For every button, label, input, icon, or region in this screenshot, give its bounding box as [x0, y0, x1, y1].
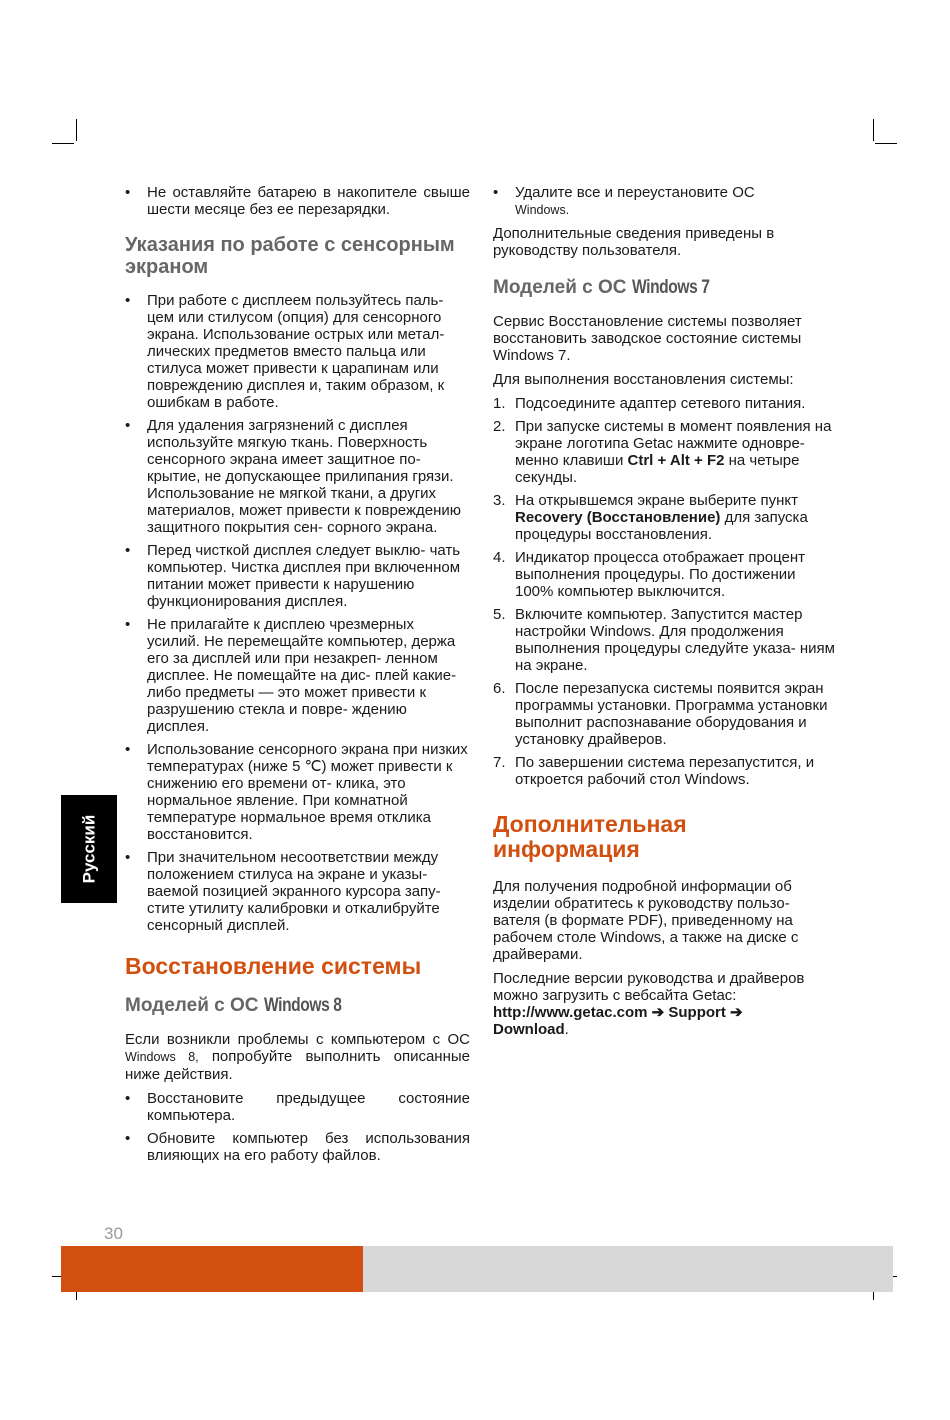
step-number: 6. — [493, 680, 506, 697]
list-item: • Обновите компьютер без использования влияющих на его работу файлов. — [125, 1130, 470, 1164]
step-text: На открывшемся экране выберите пункт — [515, 492, 799, 509]
list-item: • Использование сенсорного экрана при низких температурах (ниже 5 ℃) может привести к снижению его времени от- клика, это нормальное явление. При комнатной температуре нормальное время отклика восстановится. — [125, 741, 470, 843]
arrow-icon: ➔ — [730, 1004, 743, 1021]
key-combo: Ctrl + Alt + F2 — [627, 452, 725, 469]
list-item: • Не прилагайте к дисплею чрезмерных усилий. Не перемещайте компьютер, держа его за дисплей или при незакреп- ленном дисплее. Не помещайте на дис- плей какие-либо предметы — это может привести к разрушению стекла и повре- ждению дисплея. — [125, 616, 470, 735]
step-text: для запуска процедуры восстановления. — [515, 509, 808, 543]
win8-bullet-list — [125, 1090, 470, 1164]
step-text: По завершении система перезапустится, и откроется рабочий стол Windows. — [515, 754, 815, 788]
step-text: После перезапуска системы появится экран программы установки. Программа установки выполнит распознавание оборудования и установку драйверов. — [515, 680, 828, 748]
download-link[interactable]: Download — [493, 1021, 565, 1038]
more-info-text: Дополнительные сведения приведены в руководству пользователя. — [493, 225, 775, 259]
win8-intro-win: Windows 8, — [125, 1050, 199, 1064]
win7-heading — [493, 277, 838, 299]
additional-paragraph — [493, 970, 838, 1038]
win8-intro-a: Если возникли проблемы с компьютером с ОС — [125, 1031, 470, 1048]
list-item: • При значительном несоответствии между положением стилуса на экране и указы- ваемой позицией экранного курсора запу- стите утилиту калибровки и откалибруйте сенсорный дисплей. — [125, 849, 470, 934]
win8-heading-name: Windows 8 — [263, 995, 342, 1016]
list-item: • Для удаления загрязнений с дисплея используйте мягкую ткань. Поверхность сенсорного экрана имеет защитное по- крытие, не допускающее прилипания грязи. Использование не мягкой ткани, а других материалов, может привести к повреждению защитного покрытия сен- сорного экрана. — [125, 417, 470, 536]
win7-intro: Сервис Восстановление системы позволяет восстановить заводское состояние системы Windows 7. — [493, 313, 802, 364]
list-item — [493, 549, 838, 600]
menu-option: Recovery (Восстановление) — [515, 509, 721, 526]
win8-heading-prefix: Моделей с ОС — [125, 995, 259, 1016]
step-text: Индикатор процесса отображает процент выполнения процедуры. По достижении 100% компьютер выключится. — [515, 549, 806, 600]
win8-intro — [125, 1031, 470, 1083]
reinstall-windows: Windows. — [515, 203, 570, 217]
list-item — [493, 606, 838, 674]
step-text: При запуске системы в момент появления на экране логотипа Getac нажмите одновре- менно клавиши — [515, 418, 832, 469]
footer-accent-bar — [61, 1246, 363, 1292]
list-item — [493, 184, 838, 219]
list-item: • Восстановите предыдущее состояние компьютера. — [125, 1090, 470, 1124]
footer-gray-bar — [363, 1246, 893, 1292]
right-column — [493, 184, 838, 1045]
step-text: на четыре секунды. — [515, 452, 800, 486]
win8-intro-b: попробуйте выполнить описанные ниже действия. — [125, 1048, 470, 1083]
list-item: • Перед чисткой дисплея следует выклю- чать компьютер. Чистка дисплея при включенном питании может привести к нарушению функционирования дисплея. — [125, 542, 470, 610]
step-number: 4. — [493, 549, 506, 566]
download-text: Последние версии руководства и драйверов можно загрузить с вебсайта Getac: — [493, 970, 805, 1004]
step-text: Включите компьютер. Запустится мастер настройки Windows. Для продолжения выполнения процедуры следуйте указа- ниям на экране. — [515, 606, 835, 674]
step-text: Подсоедините адаптер сетевого питания. — [515, 395, 806, 412]
support-link[interactable]: Support — [668, 1004, 726, 1021]
language-label: Русский — [79, 814, 99, 884]
crop-mark — [873, 119, 874, 141]
win7-steps-intro: Для выполнения восстановления системы: — [493, 371, 794, 388]
list-item — [493, 680, 838, 748]
period: . — [564, 1021, 569, 1038]
step-number: 1. — [493, 395, 506, 412]
crop-mark — [875, 143, 897, 144]
win8-heading — [125, 995, 470, 1017]
touch-heading: Указания по работе с сенсорным экраном — [125, 234, 455, 278]
list-item — [493, 754, 838, 788]
recovery-steps — [493, 395, 838, 788]
step-number: 3. — [493, 492, 506, 509]
list-item: • Не оставляйте батарею в накопителе свыше шести месяце без ее перезарядки. — [125, 184, 470, 218]
reinstall-bullet-list — [493, 184, 838, 219]
battery-bullet-list — [125, 184, 470, 218]
additional-paragraph: Для получения подробной информации об изделии обратитесь к руководству пользо- вателя (в формате PDF), приведенному на рабочем столе Windows, а также на диске с драйверами. — [493, 878, 799, 963]
website-link[interactable]: http://www.getac.com — [493, 1004, 648, 1021]
additional-heading: Дополнительная информация — [493, 811, 687, 862]
list-item — [493, 395, 838, 412]
reinstall-text: Удалите все и переустановите ОС — [515, 184, 755, 201]
list-item — [493, 492, 838, 543]
win7-heading-name: Windows 7 — [631, 277, 710, 298]
crop-mark — [76, 119, 77, 141]
step-number: 2. — [493, 418, 506, 435]
list-item: • При работе с дисплеем пользуйтесь паль- цем или стилусом (опция) для сенсорного экрана. Использование острых или метал- лических предметов вместо пальца или стилуса может привести к царапинам или повреждению дисплея и, таким образом, к ошибкам в работе. — [125, 292, 470, 411]
crop-mark — [52, 143, 74, 144]
touch-bullet-list — [125, 292, 470, 934]
step-number: 7. — [493, 754, 506, 771]
recovery-heading: Восстановление системы — [125, 953, 422, 979]
left-column — [125, 184, 470, 1170]
step-number: 5. — [493, 606, 506, 623]
win7-heading-prefix: Моделей с ОС — [493, 277, 627, 298]
arrow-icon: ➔ — [651, 1004, 665, 1021]
list-item — [493, 418, 838, 486]
language-tab — [61, 795, 117, 903]
page-number: 30 — [104, 1224, 123, 1243]
